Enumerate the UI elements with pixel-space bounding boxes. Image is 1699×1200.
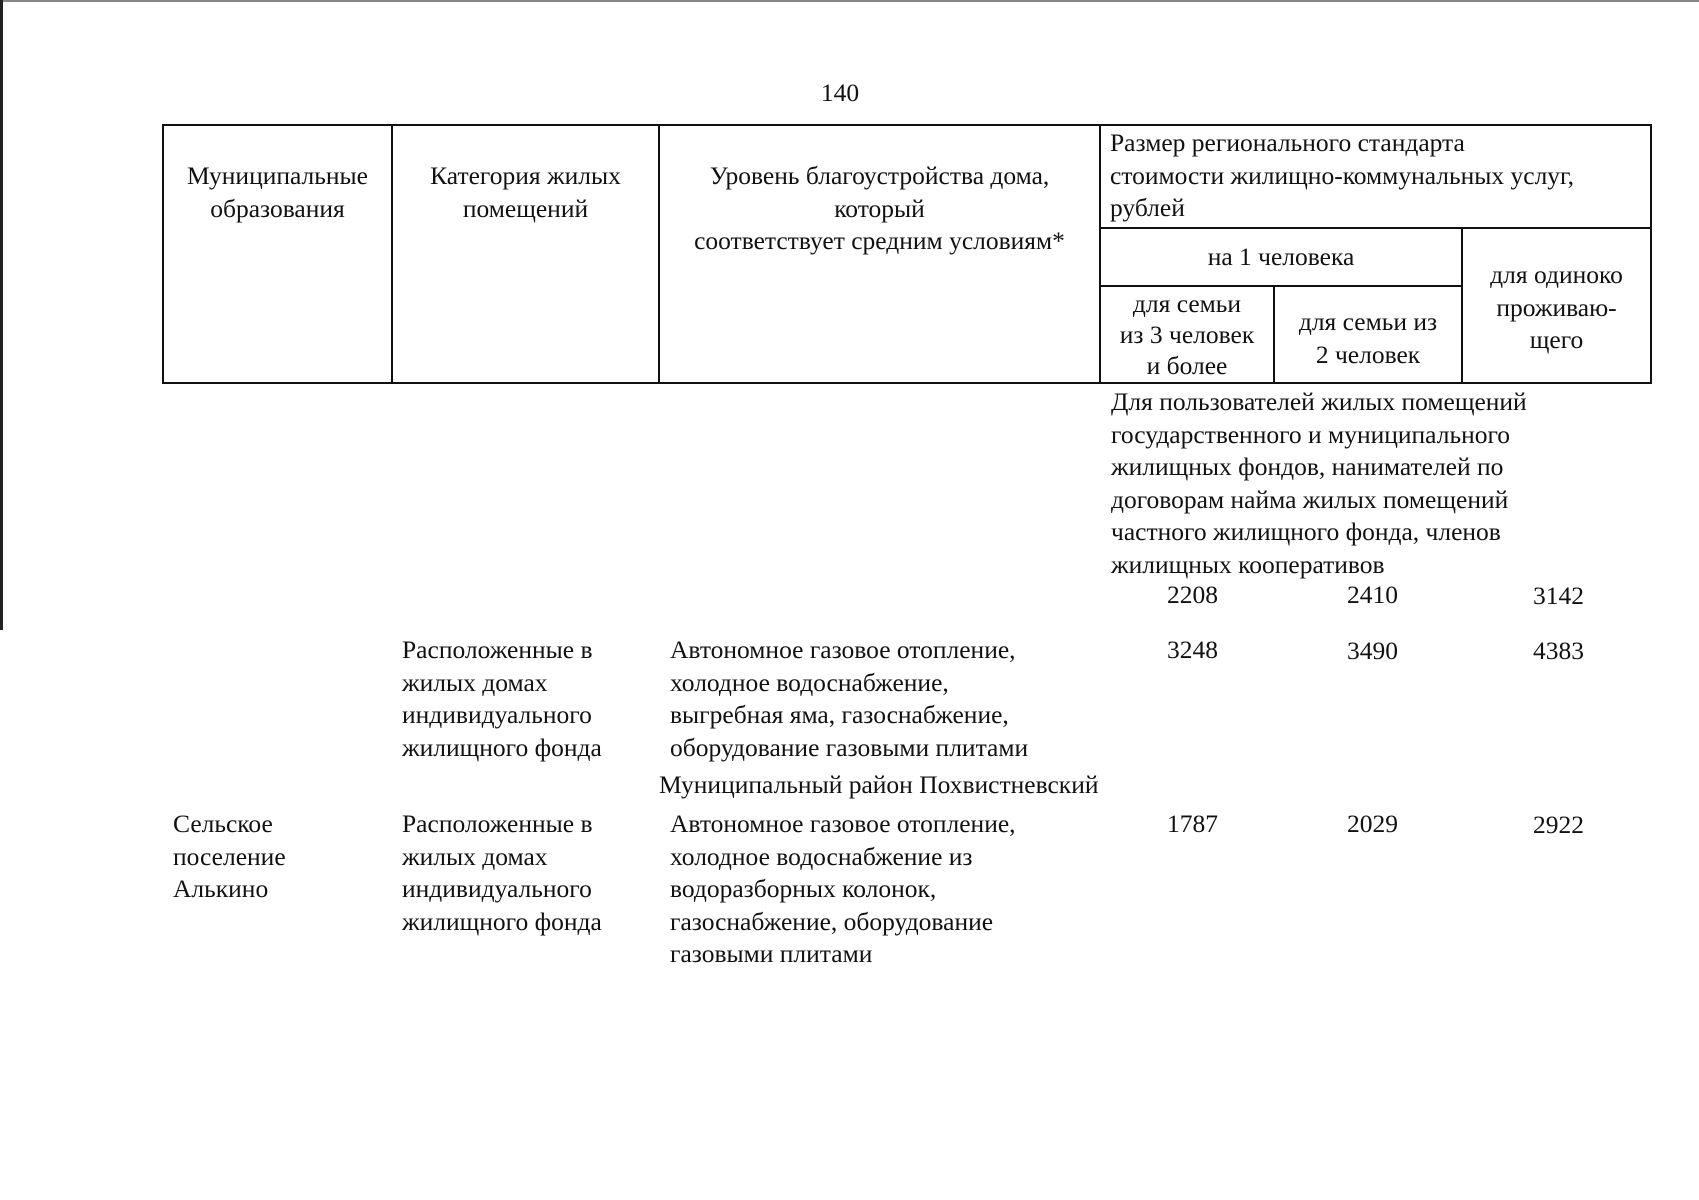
- row3-category: Расположенные в жилых домах индивидуального жилищного фонда: [402, 809, 602, 936]
- page-left-edge: [0, 0, 3, 630]
- row3-single-value: 2922: [1533, 810, 1584, 839]
- row1-family3-value: 2208: [1167, 580, 1218, 609]
- row3-family2-value: 2029: [1347, 809, 1398, 838]
- row3-municipal: Сельское поселение Алькино: [173, 809, 286, 903]
- group-note: Для пользователей жилых помещений государственного и муниципального жилищных фондов, нанимателей по договорам найма жилых помещений частного жилищного фонда, членов жилищных кооперативов: [1111, 387, 1527, 579]
- header-single: для одиноко проживаю- щего: [1490, 260, 1623, 354]
- row3-level: Автономное газовое отопление, холодное водоснабжение из водоразборных колонок, газоснабжение, оборудование газовыми плитами: [670, 809, 1016, 968]
- header-family2: для семьи из 2 человек: [1298, 307, 1438, 369]
- district-heading: Муниципальный район Похвистневский: [659, 770, 1099, 799]
- header-category: Категория жилых помещений: [430, 161, 621, 223]
- row2-family2-value: 3490: [1347, 636, 1398, 665]
- row1-family2-value: 2410: [1347, 580, 1398, 609]
- page-number: 140: [820, 78, 860, 107]
- row3-family3-value: 1787: [1167, 809, 1218, 838]
- table-line-size-sub: [1099, 227, 1652, 229]
- table-line-top: [163, 124, 1652, 126]
- header-per-person: на 1 человека: [1207, 242, 1355, 271]
- row1-single-value: 3142: [1533, 581, 1584, 610]
- header-size: Размер регионального стандарта стоимости жилищно-коммунальных услуг, рублей: [1110, 128, 1575, 222]
- page-top-edge: [0, 0, 1699, 2]
- table-line-person-sub: [1099, 285, 1463, 287]
- row2-family3-value: 3248: [1167, 635, 1218, 664]
- table-line-right: [1650, 124, 1652, 384]
- header-family3: для семьи из 3 человек и более: [1119, 289, 1255, 380]
- row2-level: Автономное газовое отопление, холодное водоснабжение, выгребная яма, газоснабжение, оборудование газовыми плитами: [670, 635, 1029, 762]
- row2-category: Расположенные в жилых домах индивидуального жилищного фонда: [402, 635, 602, 762]
- header-municipal: Муниципальные образования: [186, 161, 368, 223]
- row2-single-value: 4383: [1533, 636, 1584, 665]
- table-line-bottom: [163, 382, 1652, 384]
- header-level: Уровень благоустройства дома, который соответствует средним условиям*: [694, 161, 1065, 255]
